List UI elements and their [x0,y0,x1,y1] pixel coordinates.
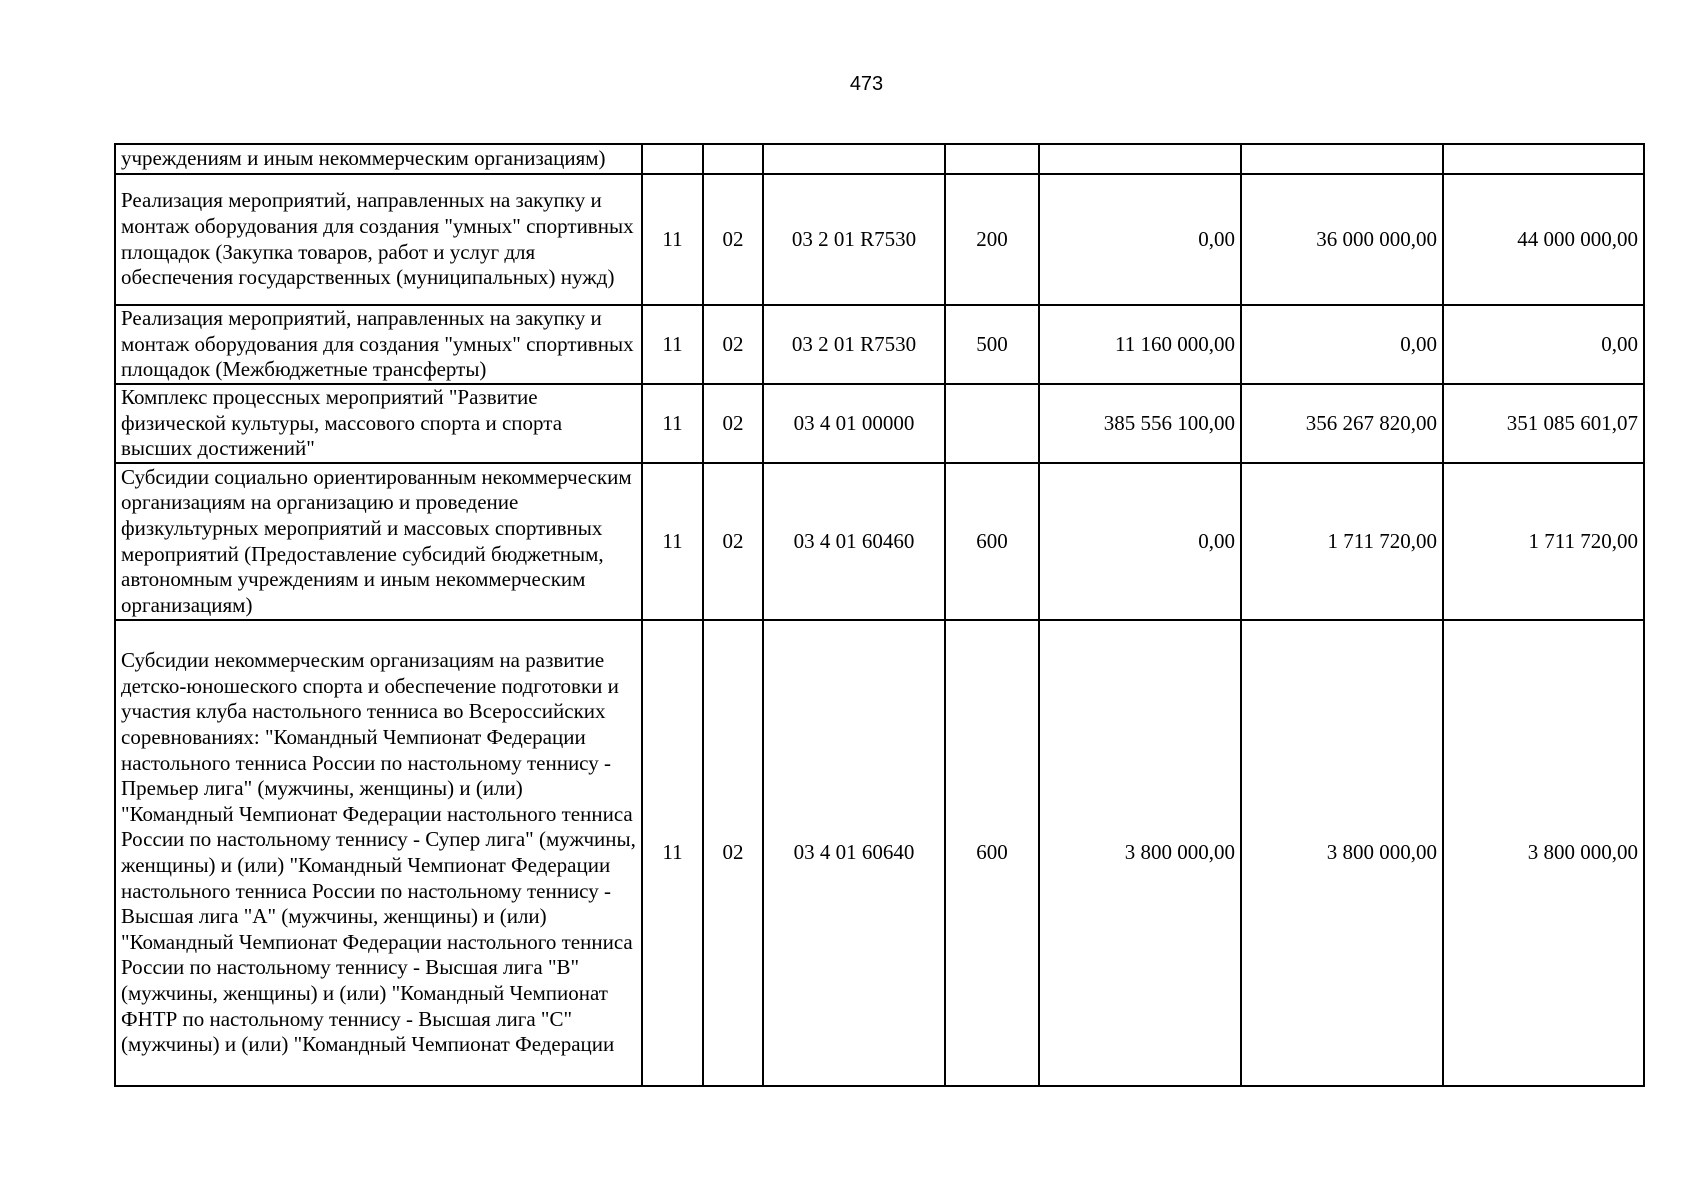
amount-year-3: 3 800 000,00 [1443,620,1644,1086]
target-article-code [763,144,945,174]
section-code: 11 [642,463,703,620]
expense-type-code: 600 [945,463,1039,620]
table-row [115,463,1644,620]
budget-table [114,143,1645,1087]
row-name: Реализация мероприятий, направленных на закупку и монтаж оборудования для создания "умных" спортивных площадок (Межбюджетные трансферты) [115,305,642,384]
expense-type-code [945,384,1039,463]
target-article-code: 03 4 01 60640 [763,620,945,1086]
row-name: учреждениям и иным некоммерческим организациям) [115,144,642,174]
amount-year-1: 0,00 [1039,463,1241,620]
amount-year-2: 356 267 820,00 [1241,384,1443,463]
subsection-code: 02 [703,174,763,305]
row-name: Комплекс процессных мероприятий "Развитие физической культуры, массового спорта и спорта высших достижений" [115,384,642,463]
row-name: Реализация мероприятий, направленных на закупку и монтаж оборудования для создания "умных" спортивных площадок (Закупка товаров, работ и услуг для обеспечения государственных (муниципальных) нужд) [115,174,642,305]
expense-type-code: 200 [945,174,1039,305]
section-code [642,144,703,174]
expense-type-code [945,144,1039,174]
section-code: 11 [642,174,703,305]
subsection-code: 02 [703,463,763,620]
row-name: Субсидии некоммерческим организациям на развитие детско-юношеского спорта и обеспечение подготовки и участия клуба настольного тенниса во Всероссийских соревнованиях: "Командный Чемпионат Федерации настольного тенниса России по настольному теннису - Премьер лига" (мужчины, женщины) и (или) "Командный Чемпионат Федерации настольного тенниса России по настольному теннису - Супер лига" (мужчины, женщины) и (или) "Командный Чемпионат Федерации настольного тенниса России по настольному теннису - Высшая лига "А" (мужчины, женщины) и (или) "Командный Чемпионат Федерации настольного тенниса России по настольному теннису - Высшая лига "В" (мужчины, женщины) и (или) "Командный Чемпионат ФНТР по настольному теннису - Высшая лига "С" (мужчины) и (или) "Командный Чемпионат Федерации [115,620,642,1086]
amount-year-3 [1443,144,1644,174]
page-number: 473 [849,73,884,95]
amount-year-1: 0,00 [1039,174,1241,305]
amount-year-3: 1 711 720,00 [1443,463,1644,620]
amount-year-1: 11 160 000,00 [1039,305,1241,384]
table-row [115,305,1644,384]
expense-type-code: 500 [945,305,1039,384]
amount-year-2: 36 000 000,00 [1241,174,1443,305]
amount-year-2: 3 800 000,00 [1241,620,1443,1086]
target-article-code: 03 4 01 60460 [763,463,945,620]
subsection-code: 02 [703,384,763,463]
subsection-code: 02 [703,620,763,1086]
amount-year-3: 351 085 601,07 [1443,384,1644,463]
table-row [115,144,1644,174]
subsection-code [703,144,763,174]
amount-year-3: 0,00 [1443,305,1644,384]
section-code: 11 [642,384,703,463]
amount-year-1: 3 800 000,00 [1039,620,1241,1086]
amount-year-2 [1241,144,1443,174]
target-article-code: 03 2 01 R7530 [763,174,945,305]
table-row [115,384,1644,463]
target-article-code: 03 4 01 00000 [763,384,945,463]
subsection-code: 02 [703,305,763,384]
section-code: 11 [642,305,703,384]
amount-year-1: 385 556 100,00 [1039,384,1241,463]
row-name: Субсидии социально ориентированным некоммерческим организациям на организацию и проведение физкультурных мероприятий и массовых спортивных мероприятий (Предоставление субсидий бюджетным, автономным учреждениям и иным некоммерческим организациям) [115,463,642,620]
table-row [115,174,1644,305]
expense-type-code: 600 [945,620,1039,1086]
table-row [115,620,1644,1086]
amount-year-3: 44 000 000,00 [1443,174,1644,305]
section-code: 11 [642,620,703,1086]
target-article-code: 03 2 01 R7530 [763,305,945,384]
amount-year-2: 0,00 [1241,305,1443,384]
amount-year-1 [1039,144,1241,174]
amount-year-2: 1 711 720,00 [1241,463,1443,620]
